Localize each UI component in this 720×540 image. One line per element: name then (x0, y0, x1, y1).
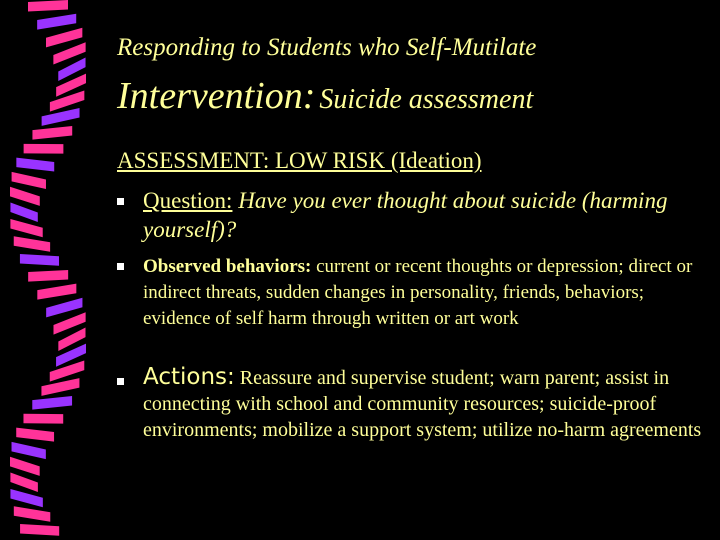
title-main: Intervention: (117, 75, 316, 117)
square-bullet-icon (117, 198, 124, 205)
ribbon-segment (42, 108, 80, 126)
ribbon-segment (23, 414, 63, 424)
bullet-text (143, 186, 697, 244)
title-sub: Suicide assessment (319, 84, 534, 115)
bullet-label: Question: (143, 188, 233, 213)
ribbon-segment (32, 396, 72, 410)
bullet-actions (117, 364, 717, 443)
bullet-label: Observed behaviors: (143, 256, 312, 277)
slide-title (117, 74, 533, 118)
ribbon-segment (46, 298, 82, 318)
bullet-text (143, 364, 717, 443)
ribbon-segment (10, 219, 42, 237)
slide-subtitle: Responding to Students who Self-Mutilate (117, 34, 537, 61)
ribbon-segment (16, 158, 54, 172)
assessment-heading: ASSESSMENT: LOW RISK (Ideation) (117, 148, 482, 173)
ribbon-segment (41, 378, 79, 396)
ribbon-segment (46, 28, 82, 48)
ribbon-segment (10, 187, 40, 206)
ribbon-segment (12, 172, 46, 189)
ribbon-segment (16, 428, 54, 442)
bullet-observed-behaviors (117, 254, 697, 332)
ribbon-segment (14, 506, 50, 521)
bullet-question (117, 186, 697, 244)
bullet-body: current or recent thoughts or depression; direct or indirect threats, sudden changes in personality, friends, behaviors; evidence of self harm through written or art work (143, 256, 693, 329)
ribbon-segment (28, 0, 68, 12)
bullet-text (143, 254, 697, 332)
square-bullet-icon (117, 378, 124, 385)
ribbon-segment (37, 284, 76, 300)
bullet-body: Have you ever thought about suicide (harming yourself)? (143, 188, 668, 242)
ribbon-segment (32, 126, 72, 140)
ribbon-segment (14, 236, 50, 252)
ribbon-segment (28, 270, 68, 282)
ribbon-segment (24, 144, 64, 154)
ribbon-segment (10, 489, 42, 507)
ribbon-segment (10, 473, 37, 492)
ribbon-segment (20, 254, 59, 266)
ribbon-segment (37, 14, 76, 30)
bullet-body: Reassure and supervise student; warn parent; assist in connecting with school and community resources; suicide-proof environments; mobilize a support system; utilize no-harm agreements (143, 367, 702, 441)
ribbon-segment (10, 202, 37, 221)
ribbon-segment (20, 524, 59, 536)
ribbon-segment (12, 442, 46, 459)
bullet-label: Actions: (143, 364, 235, 390)
decorative-ribbon (0, 0, 100, 540)
square-bullet-icon (117, 263, 124, 270)
ribbon-segment (10, 457, 40, 476)
